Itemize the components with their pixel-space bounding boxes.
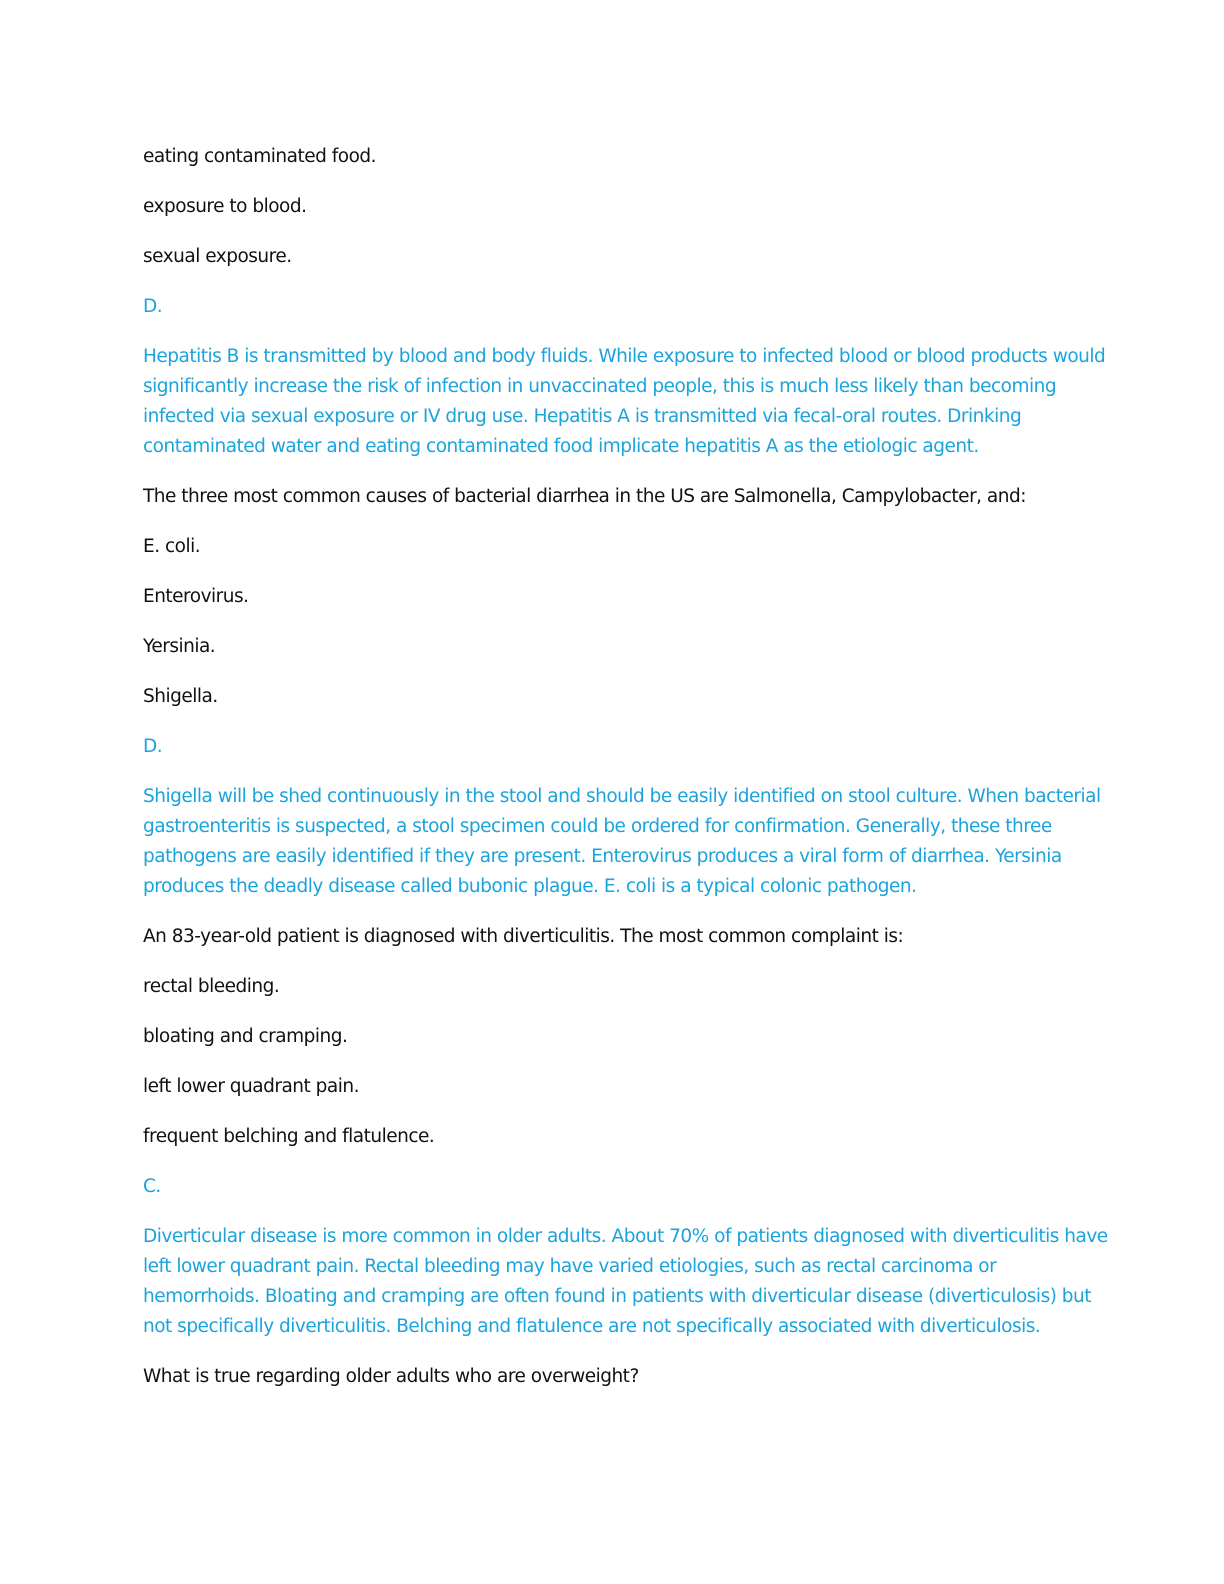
text-line: not specifically diverticulitis. Belching and flatulence are not specifically associated with diverticulosis. bbox=[143, 1316, 1041, 1337]
text-line: frequent belching and flatulence. bbox=[143, 1126, 435, 1147]
answer-rationale bbox=[143, 1222, 1108, 1342]
answer-rationale bbox=[143, 782, 1101, 902]
answer-rationale bbox=[143, 342, 1106, 462]
text-line: rectal bleeding. bbox=[143, 976, 280, 997]
text-line: Enterovirus. bbox=[143, 586, 249, 607]
answer-option bbox=[143, 582, 1083, 612]
text-line: exposure to blood. bbox=[143, 196, 307, 217]
text-line: pathogens are easily identified if they are present. Enterovirus produces a viral form of diarrhea. Yersinia bbox=[143, 846, 1062, 867]
text-line: contaminated water and eating contaminated food implicate hepatitis A as the etiologic agent. bbox=[143, 436, 979, 457]
answer-option bbox=[143, 242, 1083, 272]
text-line: D. bbox=[143, 736, 163, 757]
text-line: Shigella will be shed continuously in the stool and should be easily identified on stool culture. When bacterial bbox=[143, 786, 1101, 807]
text-line: Diverticular disease is more common in older adults. About 70% of patients diagnosed with diverticulitis have bbox=[143, 1226, 1108, 1247]
answer-option bbox=[143, 532, 1083, 562]
text-line: left lower quadrant pain. Rectal bleeding may have varied etiologies, such as rectal carcinoma or bbox=[143, 1256, 997, 1277]
correct-answer bbox=[143, 292, 1083, 322]
answer-option bbox=[143, 192, 1083, 222]
answer-option bbox=[143, 1122, 1083, 1152]
answer-option bbox=[143, 682, 1083, 712]
text-line: hemorrhoids. Bloating and cramping are often found in patients with diverticular disease (diverticulosis) but bbox=[143, 1286, 1092, 1307]
question-text bbox=[143, 922, 1083, 952]
text-line: An 83-year-old patient is diagnosed with diverticulitis. The most common complaint is: bbox=[143, 926, 904, 947]
text-line: What is true regarding older adults who are overweight? bbox=[143, 1366, 639, 1387]
answer-option bbox=[143, 1072, 1083, 1102]
text-line: Yersinia. bbox=[143, 636, 216, 657]
text-line: sexual exposure. bbox=[143, 246, 292, 267]
text-line: left lower quadrant pain. bbox=[143, 1076, 359, 1097]
text-line: E. coli. bbox=[143, 536, 201, 557]
text-line: Shigella. bbox=[143, 686, 218, 707]
text-line: produces the deadly disease called bubonic plague. E. coli is a typical colonic pathogen. bbox=[143, 876, 917, 897]
correct-answer bbox=[143, 1172, 1083, 1202]
answer-option bbox=[143, 972, 1083, 1002]
question-text bbox=[143, 482, 1083, 512]
text-line: C. bbox=[143, 1176, 161, 1197]
answer-option bbox=[143, 1022, 1083, 1052]
correct-answer bbox=[143, 732, 1083, 762]
text-line: D. bbox=[143, 296, 163, 317]
text-line: gastroenteritis is suspected, a stool specimen could be ordered for confirmation. Generally, these three bbox=[143, 816, 1052, 837]
answer-option bbox=[143, 142, 1083, 172]
question-text bbox=[143, 1362, 1083, 1392]
text-line: eating contaminated food. bbox=[143, 146, 377, 167]
text-line: bloating and cramping. bbox=[143, 1026, 348, 1047]
text-line: significantly increase the risk of infection in unvaccinated people, this is much less likely than becoming bbox=[143, 376, 1057, 397]
text-line: The three most common causes of bacterial diarrhea in the US are Salmonella, Campylobacter, and: bbox=[143, 486, 1026, 507]
text-line: Hepatitis B is transmitted by blood and body fluids. While exposure to infected blood or blood products would bbox=[143, 346, 1106, 367]
answer-option bbox=[143, 632, 1083, 662]
text-line: infected via sexual exposure or IV drug use. Hepatitis A is transmitted via fecal-oral routes. Drinking bbox=[143, 406, 1022, 427]
document-content bbox=[143, 142, 1108, 1392]
document-page bbox=[143, 142, 1108, 1412]
